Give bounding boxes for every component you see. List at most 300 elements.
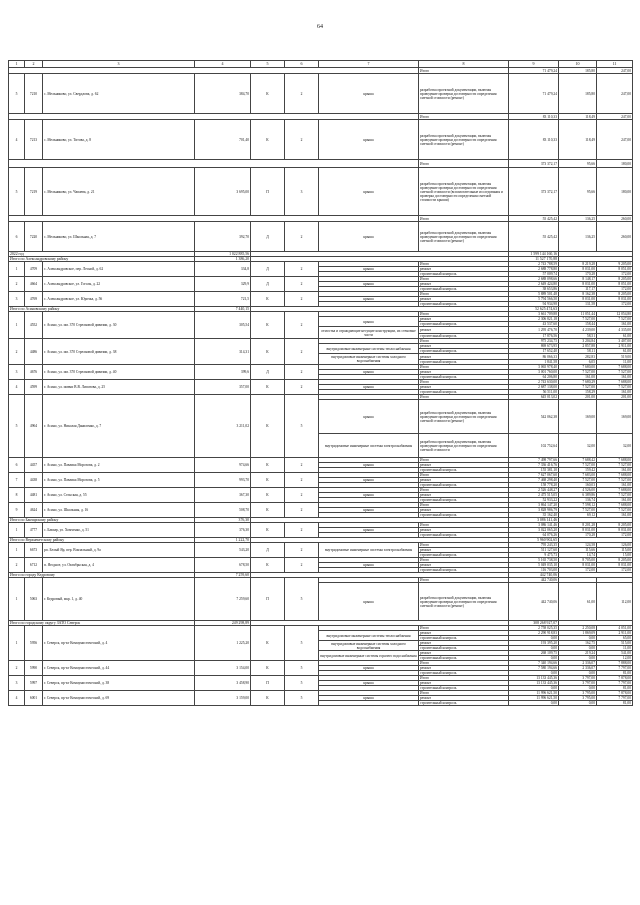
table-cell: 511 127,60	[509, 548, 559, 553]
table-cell: 52 933,22	[509, 498, 559, 503]
table-cell: крыша	[319, 120, 419, 160]
table-cell: 6,05	[559, 360, 597, 365]
table-cell: 8 051,00	[597, 282, 633, 287]
table-cell: отмостка и ограждающие несущие конструкции, их стеновые части	[319, 327, 419, 339]
table-cell: Итого по Бакчарскому району	[9, 518, 195, 523]
table-cell: ремонт	[419, 508, 509, 513]
table-cell: 7 527,00	[597, 493, 633, 498]
table-cell: 1 386,20	[195, 257, 251, 262]
table-row	[9, 120, 633, 160]
table-cell: 3	[9, 676, 25, 691]
table-cell: 8 031,00	[559, 528, 597, 533]
table-cell: с. Мельниково, ул. Чапаева, д. 21	[43, 168, 195, 216]
table-cell: 367,30	[195, 488, 251, 503]
table-cell: 0,00	[509, 636, 559, 641]
table-cell: 124,58	[559, 543, 597, 548]
table-cell: 3	[285, 168, 319, 216]
table-cell: 5	[285, 691, 319, 706]
table-cell: 3 065 978,40	[509, 365, 559, 370]
table-cell: Итого	[419, 262, 509, 267]
table-cell: г. Асино, ул. Николая Даниленко, д. 7	[43, 395, 195, 458]
table-cell: 5	[285, 578, 319, 621]
table-cell: Итого	[419, 578, 509, 583]
table-cell: Итого	[419, 503, 509, 508]
table-cell: Итого	[419, 380, 509, 385]
table-cell: 35 162,40	[509, 513, 559, 518]
table-row	[9, 222, 633, 252]
table-cell: строительный контроль	[419, 375, 509, 380]
table-cell: Итого	[419, 277, 509, 282]
table-cell: 373 372,17	[509, 160, 559, 168]
table-cell: 5	[285, 661, 319, 676]
table-cell: 5 794 566,50	[509, 297, 559, 302]
table-cell: 1	[9, 262, 25, 277]
table-cell: 161,00	[597, 483, 633, 488]
table-cell: ремонт	[419, 478, 509, 483]
table-cell: 4 526,00	[559, 488, 597, 493]
table-cell: 3 022 065,20	[509, 528, 559, 533]
table-cell: 8 051,00	[597, 267, 633, 272]
table-cell: Итого по Асиновскому району	[9, 307, 195, 312]
table-cell: 5 165 738,50	[509, 558, 559, 563]
table-cell: с. Александровское, ул. Гоголя, д. 22	[43, 277, 195, 292]
table-cell: 4 051,00	[597, 626, 633, 631]
table-cell: 7 259,60	[195, 578, 251, 621]
table-cell: 3 001 760,00	[509, 370, 559, 375]
table-cell: 2 688 098,66	[509, 277, 559, 282]
table-cell: 2 475 515,05	[509, 493, 559, 498]
table-cell: 7 527,00	[597, 478, 633, 483]
table-cell: 3 864 147,20	[509, 503, 559, 508]
table-cell: крыша	[319, 563, 419, 568]
table-cell: 4	[9, 691, 25, 706]
table-cell: внутридомовые инженерные системы теплоснабжения	[319, 631, 419, 641]
repair-program-table	[8, 60, 633, 706]
table-cell: 2	[9, 661, 25, 676]
table-cell: 1 222,70	[195, 538, 251, 543]
table-cell: Д	[251, 262, 285, 277]
table-cell: 305,54	[195, 312, 251, 339]
table-cell: 170,28	[559, 533, 597, 538]
table-cell: 7 527,00	[597, 317, 633, 322]
table-cell: 7 878,00	[597, 691, 633, 696]
table-cell: разработка проектной документации, включая проведение проверки достоверности определения сметной стоимости (ремонт)	[419, 74, 509, 114]
table-cell: 7 498 797,66	[509, 458, 559, 463]
table-cell: 8 162,38	[559, 292, 597, 297]
table-cell: 2	[285, 458, 319, 473]
table-cell: 95,66	[559, 160, 597, 168]
table-cell: Итого	[419, 114, 509, 120]
table-cell: 81,00	[597, 671, 633, 676]
table-row	[9, 160, 633, 168]
table-cell: 0,00	[559, 686, 597, 691]
table-cell: крыша	[319, 400, 419, 434]
table-cell: 118,49	[559, 114, 597, 120]
table-cell: 2	[285, 339, 319, 365]
table-cell: 508,70	[195, 503, 251, 518]
table-cell: с. Мельниково, ул. Школьная, д. 7	[43, 222, 195, 252]
table-cell: 86 066,33	[509, 354, 559, 360]
table-cell: Итого	[419, 68, 509, 74]
table-cell: 2 649 424,80	[509, 282, 559, 287]
table-cell: 0,00	[509, 646, 559, 651]
table-cell: ремонт	[419, 463, 509, 468]
table-cell: 6712	[25, 558, 43, 573]
table-cell: строительный контроль	[419, 656, 509, 661]
table-cell: 8 148,17	[559, 277, 597, 282]
table-cell: крыша	[319, 493, 419, 498]
table-cell: 43 537,60	[509, 322, 559, 327]
table-cell: 1	[9, 523, 25, 538]
table-cell: 172,00	[597, 287, 633, 292]
table-cell: 3 797,00	[559, 676, 597, 681]
table-cell: 2 306 821,18	[509, 317, 559, 322]
table-cell: 8 705,00	[559, 558, 597, 563]
table-cell: 1	[9, 543, 25, 558]
table-cell: 2 758 025,35	[509, 626, 559, 631]
table-cell: 2	[285, 558, 319, 573]
table-cell: 8 205,00	[597, 523, 633, 528]
table-cell: 1 869,09	[559, 631, 597, 636]
table-cell: 4	[195, 61, 251, 68]
table-cell: г. Асино, ул. Павлика Морозова, д. 2	[43, 458, 195, 473]
table-cell: строительный контроль	[419, 468, 509, 473]
table-cell: 3 661 709,88	[509, 312, 559, 317]
table-cell: 2 911,00	[597, 631, 633, 636]
table-cell: 7 336 416,76	[509, 463, 559, 468]
table-cell: 8 205,00	[597, 277, 633, 282]
table-cell: 4664	[25, 277, 43, 292]
table-cell: 115,00	[597, 548, 633, 553]
table-cell: К	[251, 503, 285, 518]
table-cell: 4552	[25, 312, 43, 339]
table-cell: ремонт	[419, 493, 509, 498]
table-cell: 12,00	[597, 656, 633, 661]
table-cell: 8 031,00	[597, 528, 633, 533]
table-cell: К	[251, 292, 285, 307]
table-cell: внутридомовые инженерные системы холодного водоснабжения	[319, 354, 419, 365]
table-cell: 4624	[25, 503, 43, 518]
table-cell: 5	[285, 676, 319, 691]
table-cell: с. Бакчар, ул. Хомченко, д. 51	[43, 523, 195, 538]
table-cell: 7 683,00	[559, 473, 597, 478]
table-cell: Итого	[419, 458, 509, 463]
table-cell: строительный контроль	[419, 636, 509, 641]
table-cell: г. Асино, ул. Сельская, д. 55	[43, 488, 195, 503]
table-cell: Итого	[419, 365, 509, 370]
table-cell: Итого	[419, 676, 509, 681]
table-cell: 94 934,98	[509, 302, 559, 307]
table-cell: 1	[9, 626, 25, 661]
table-cell: К	[251, 523, 285, 538]
table-cell: 180,00	[597, 168, 633, 216]
table-cell: внутридомовые инженерные системы горячего водоснабжения	[319, 651, 419, 661]
table-cell: Итого	[419, 292, 509, 297]
table-cell: строительный контроль	[419, 686, 509, 691]
table-cell: К	[251, 380, 285, 395]
table-cell: 384,70	[195, 74, 251, 114]
table-cell: П	[251, 676, 285, 691]
table-cell: 12 054,80	[597, 312, 633, 317]
table-cell: 2	[9, 339, 25, 365]
table-cell: 193 395,20	[509, 641, 559, 646]
table-cell: 161,00	[597, 513, 633, 518]
table-cell: строительный контроль	[419, 483, 509, 488]
table-cell: 4438	[25, 473, 43, 488]
table-cell: 4 239,00	[559, 327, 597, 334]
table-cell: 13 133 445,36	[509, 681, 559, 686]
table-cell: 247,00	[597, 68, 633, 74]
table-cell: 6	[9, 458, 25, 473]
table-cell: 3 154,00	[195, 661, 251, 676]
table-cell: 308 268 927,07	[509, 621, 559, 626]
table-cell: разработка проектной документации, включая проведение проверки достоверности определения сметной стоимости (ремонт)	[419, 120, 509, 160]
table-cell: 11 051,44	[559, 312, 597, 317]
table-cell: 7 527,00	[559, 478, 597, 483]
table-cell: 3	[9, 365, 25, 380]
table-cell: разработка проектной документации, включая проведение проверки достоверности определения сметной стоимости (ремонт)	[419, 222, 509, 252]
table-cell: 180,00	[597, 160, 633, 168]
table-cell: ремонт	[419, 344, 509, 349]
table-cell: 7 527,00	[559, 508, 597, 513]
table-cell: 56 511,00	[509, 390, 559, 395]
table-cell: строительный контроль	[419, 302, 509, 307]
table-cell: 268 109,75	[509, 651, 559, 656]
table-cell: 158,29	[559, 390, 597, 395]
table-cell: ремонт	[419, 327, 509, 334]
table-cell: с. Мельниково, ул. Свердлова, д. 62	[43, 74, 195, 114]
table-cell: ремонт	[419, 354, 509, 360]
table-cell: 0,00	[559, 646, 597, 651]
table-cell: К	[251, 395, 285, 458]
table-cell: 4	[9, 380, 25, 395]
table-cell: 95,66	[559, 168, 597, 216]
table-cell: 7 688,00	[597, 503, 633, 508]
table-cell: 69,12	[559, 513, 597, 518]
table-cell: 58,51	[559, 334, 597, 339]
table-row	[9, 61, 633, 68]
table-cell: Итого по городу Кедровому	[9, 573, 195, 578]
table-cell: 172,00	[597, 272, 633, 277]
table-cell: 8 031,00	[597, 563, 633, 568]
table-cell: внутридомовые инженерные системы теплоснабжения	[319, 344, 419, 354]
table-cell: 2	[285, 365, 319, 380]
table-cell: ремонт	[419, 563, 509, 568]
table-cell: 201,00	[597, 395, 633, 400]
table-cell: Итого	[419, 661, 509, 666]
table-cell: Д	[251, 222, 285, 252]
table-cell: 5063	[25, 578, 43, 621]
table-cell: 5997	[25, 676, 43, 691]
table-cell: крыша	[319, 282, 419, 287]
table-cell: 2 911,00	[597, 344, 633, 349]
table-cell: 3 695,00	[195, 168, 251, 216]
table-cell: 131,58	[559, 302, 597, 307]
table-cell: 7 680,29	[559, 380, 597, 385]
table-cell: рп. Белый Яр, пер. Вокзальный, д. 9а	[43, 543, 195, 558]
table-cell: 161,00	[597, 390, 633, 395]
table-cell: 3 159,00	[195, 691, 251, 706]
table-cell: 11,00	[597, 360, 633, 365]
table-cell: 7 878,00	[597, 676, 633, 681]
table-cell: крыша	[319, 666, 419, 671]
table-cell: 116 703,00	[509, 568, 559, 573]
table-cell: Д	[251, 543, 285, 558]
table-cell: 7 688,42	[559, 458, 597, 463]
table-cell: 2 743 630,00	[509, 380, 559, 385]
table-cell: 2 687 138,00	[509, 385, 559, 390]
table-cell: Итого	[419, 160, 509, 168]
table-cell: 161,00	[559, 375, 597, 380]
table-cell: 1	[9, 61, 25, 68]
table-cell: внутридомовые инженерные системы холодного водоснабжения	[319, 641, 419, 651]
table-cell: П	[251, 578, 285, 621]
table-cell: 5956	[25, 626, 43, 661]
table-cell: 5 889 501,48	[509, 292, 559, 297]
table-cell: ремонт	[419, 528, 509, 533]
table-cell: строительный контроль	[419, 334, 509, 339]
table-cell: г. Кедровый, мкр. 1, д. 40	[43, 578, 195, 621]
table-cell: 0,00	[559, 701, 597, 706]
table-cell: 2	[285, 277, 319, 292]
table-cell: Итого по Верхнекетскому району	[9, 538, 195, 543]
table-cell: К	[251, 339, 285, 365]
table-cell: 161,00	[597, 322, 633, 327]
table-cell: строительный контроль	[419, 533, 509, 538]
table-cell: 7210	[25, 74, 43, 114]
table-cell: 334,8	[195, 262, 251, 277]
table-cell: 126,00	[597, 543, 633, 548]
table-cell: крыша	[319, 478, 419, 483]
table-cell: строительный контроль	[419, 272, 509, 277]
table-cell: 2 336,07	[559, 661, 597, 666]
table-cell: 13 133 445,36	[509, 676, 559, 681]
table-cell: строительный контроль	[419, 360, 509, 365]
table-cell: крыша	[319, 528, 419, 533]
table-cell: 169,00	[597, 400, 633, 434]
table-cell: 155 381,10	[509, 468, 559, 473]
table-cell: 2	[285, 380, 319, 395]
table-cell: 392,70	[195, 222, 251, 252]
table-cell: 3 458,90	[195, 676, 251, 691]
table-cell: Итого	[419, 473, 509, 478]
table-cell: 2	[285, 543, 319, 558]
table-cell: 61,00	[559, 583, 597, 621]
table-cell: 7 440,15	[195, 307, 251, 312]
table-cell: 721,5	[195, 292, 251, 307]
table-cell: 117,17	[559, 287, 597, 292]
table-cell: 975 234,75	[509, 339, 559, 344]
table-cell: 7 627 067,60	[509, 473, 559, 478]
table-cell: 102 752,64	[509, 434, 559, 458]
table-cell: 2	[285, 312, 319, 339]
table-cell: 6001	[25, 691, 43, 706]
table-cell: 0,00	[509, 671, 559, 676]
table-cell: крыша	[319, 317, 419, 327]
table-cell: 11 996 621,50	[509, 691, 559, 696]
table-cell: крыша	[319, 385, 419, 390]
table-cell: крыша	[319, 696, 419, 701]
table-cell: 442 740,06	[509, 583, 559, 621]
table-cell: 2 250,08	[559, 626, 597, 631]
table-cell: г. Асино, ул. Школьная, д. 16	[43, 503, 195, 518]
table-cell: 58,11	[559, 349, 597, 354]
table-cell: 6	[9, 222, 25, 252]
table-row	[9, 168, 633, 216]
table-cell: 3 795,00	[559, 691, 597, 696]
table-cell: 11 527 170,88	[509, 257, 559, 262]
table-cell: 2	[9, 558, 25, 573]
table-cell: крыша	[319, 222, 419, 252]
table-cell: 5 049 035,10	[509, 563, 559, 568]
table-cell: 260,00	[597, 216, 633, 222]
table-cell: 5	[285, 395, 319, 458]
table-cell: 2	[285, 503, 319, 518]
table-cell: г. Северск, пр-кт Коммунистический, д. 4	[43, 626, 195, 661]
table-cell: 83 110,33	[509, 120, 559, 160]
table-cell: 161,00	[597, 498, 633, 503]
table-cell: ремонт	[419, 370, 509, 375]
table-cell: разработка проектной документации, включая проведение проверки достоверности определения сметной стоимости (ремонт)	[419, 583, 509, 621]
table-cell: 3 828 986,79	[509, 508, 559, 513]
table-cell: Итого	[419, 395, 509, 400]
table-cell: 52 625 474,63	[509, 307, 559, 312]
table-cell: 64 206,80	[509, 375, 559, 380]
table-cell: 399,6	[195, 365, 251, 380]
table-cell: ремонт	[419, 297, 509, 302]
table-cell: 9	[509, 61, 559, 68]
table-cell: 9 475,73	[509, 553, 559, 558]
table-cell: 3 086 141,46	[509, 518, 559, 523]
table-cell: строительный контроль	[419, 498, 509, 503]
table-cell: 172,00	[597, 533, 633, 538]
table-cell: 314,31	[195, 339, 251, 365]
table-row	[9, 74, 633, 114]
table-cell: с. Мельниково, ул. Титова, д. 8	[43, 120, 195, 160]
table-cell: 0,00	[559, 636, 597, 641]
table-cell: 4599	[25, 380, 43, 395]
table-cell: 6673	[25, 543, 43, 558]
table-cell: 172,00	[597, 302, 633, 307]
table-cell: крыша	[319, 583, 419, 621]
table-cell	[319, 701, 419, 706]
table-cell: 701,40	[195, 120, 251, 160]
table-cell: К	[251, 312, 285, 339]
table-cell: 32,00	[559, 434, 597, 458]
table-cell: 11	[597, 61, 633, 68]
table-cell: 185,80	[559, 74, 597, 114]
table-cell: 7213	[25, 120, 43, 160]
table-cell: Итого	[419, 523, 509, 528]
table-cell: П	[251, 168, 285, 216]
table-cell: 4	[9, 120, 25, 160]
table-cell: 4709	[25, 262, 43, 277]
table-cell: 678,50	[195, 558, 251, 573]
table-cell	[9, 160, 419, 168]
table-cell: Д	[251, 365, 285, 380]
table-cell: 543,20	[195, 543, 251, 558]
table-cell: 8 205,00	[597, 292, 633, 297]
table-cell: 7 527,00	[559, 370, 597, 375]
table-cell: 162,75	[559, 641, 597, 646]
table-cell: внутридомовые инженерные системы электроснабжения	[319, 434, 419, 458]
table-cell: 170,28	[559, 272, 597, 277]
table-cell: 2 688 778,80	[509, 267, 559, 272]
table-cell: 81,00	[597, 686, 633, 691]
table-cell: крыша	[319, 297, 419, 302]
table-cell: ремонт	[419, 282, 509, 287]
table-cell: 11,00	[597, 646, 633, 651]
